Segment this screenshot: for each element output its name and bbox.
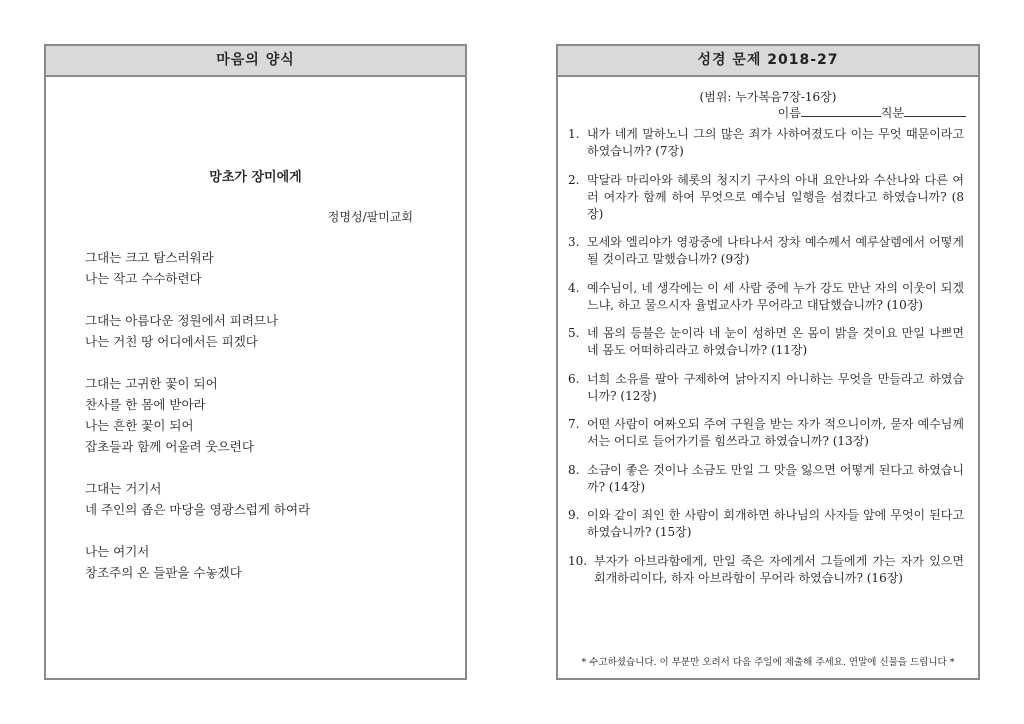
poem-line: 잡초들과 함께 어울려 웃으련다: [85, 439, 254, 454]
poem-line: 그대는 거기서: [85, 481, 162, 496]
question-number: 9.: [568, 508, 580, 522]
poem-stanza: [85, 541, 445, 583]
poem-line: 그대는 고귀한 꽃이 되어: [85, 376, 218, 391]
poem-line: 창조주의 온 들판을 수놓겠다: [85, 565, 242, 580]
question-number: 2.: [568, 172, 580, 187]
footer-note: * 수고하셨습니다. 이 부분만 오려서 다음 주일에 제출해 주세요. 연말에 신물을 드립니다 *: [581, 657, 955, 668]
poem-stanza: [85, 478, 445, 520]
question-list: [568, 126, 964, 598]
quiz-range: (범위: 누가복음7장-16장): [699, 90, 837, 104]
question-item: [568, 416, 964, 450]
meditation-panel: [44, 44, 467, 680]
quiz-header: 성경 문제 2018-27: [558, 46, 978, 77]
question-number: 4.: [568, 280, 580, 295]
question-item: [568, 462, 964, 496]
question-text: 내가 네게 말하노니 그의 많은 죄가 사하여졌도다 이는 무엇 때문이라고 하였습니까? (7장): [587, 127, 964, 158]
question-text: 너희 소유를 팔아 구제하여 낡아지지 아니하는 무엇을 만들라고 하였습니까? (12장): [587, 371, 964, 403]
poem-line: 나는 작고 수수하련다: [85, 271, 202, 286]
poem-body: [85, 247, 445, 604]
poem-line: 나는 흔한 꽃이 되어: [85, 418, 194, 433]
question-number: 8.: [568, 462, 580, 477]
question-item: [568, 234, 964, 268]
question-text: 막달라 마리아와 헤롯의 청지기 구사의 아내 요안나와 수산나와 다른 여러 여자가 함께 하여 무엇으로 예수님 일행을 섬겼다고 하였습니까? (8장): [587, 172, 964, 221]
question-number: 1.: [568, 127, 580, 141]
question-text: 네 몸의 등불은 눈이라 네 눈이 성하면 온 몸이 밝을 것이요 만일 나쁘면 네 몸도 어떠하리라고 하였습니까? (11장): [587, 326, 964, 357]
poem-author: 정명성/팔미교회: [327, 210, 413, 224]
question-number: 7.: [568, 417, 580, 431]
question-text: 예수님이, 네 생각에는 이 세 사람 중에 누가 강도 만난 자의 이웃이 되겠느냐, 하고 물으시자 율법교사가 무어라고 대답했습니까? (10장): [587, 280, 964, 312]
bible-quiz-panel: [556, 44, 980, 680]
name-label: 이름: [777, 106, 801, 120]
question-item: [568, 553, 964, 587]
name-role-row: [778, 105, 966, 121]
question-item: [568, 325, 964, 359]
question-text: 소금이 좋은 것이나 소금도 만일 그 맛을 잃으면 어떻게 된다고 하였습니까? (14장): [587, 462, 964, 494]
poem-stanza: [85, 373, 445, 457]
poem-stanza: [85, 247, 445, 289]
poem-line: 그대는 크고 탐스러워라: [85, 250, 214, 265]
question-item: [568, 126, 964, 160]
poem-line: 나는 거친 땅 어디에서든 피겠다: [85, 334, 258, 349]
question-item: [568, 172, 964, 223]
poem-line: 나는 여기서: [85, 544, 150, 559]
meditation-header: 마음의 양식: [46, 46, 465, 77]
question-number: 3.: [568, 235, 580, 249]
poem-title: 망초가 장미에게: [209, 170, 302, 185]
question-text: 모세와 엘리야가 영광중에 나타나서 장차 예수께서 예루살렘에서 어떻게 될 것이라고 말했습니까? (9장): [587, 235, 964, 266]
poem-line: 찬사를 한 몸에 받아라: [85, 397, 206, 412]
poem-line: 네 주인의 좁은 마당을 영광스럽게 하여라: [85, 502, 311, 517]
question-item: [568, 371, 964, 405]
question-number: 6.: [568, 371, 580, 386]
question-number: 10.: [568, 553, 588, 568]
poem-line: 그대는 아름다운 정원에서 피려므나: [85, 313, 279, 328]
poem-stanza: [85, 310, 445, 352]
name-blank[interactable]: [801, 105, 881, 117]
question-number: 5.: [568, 326, 580, 340]
question-text: 부자가 아브라함에게, 만일 죽은 자에게서 그들에게 가는 자가 있으면 회개하리이다, 하자 아브라함이 무어라 하였습니까? (16장): [594, 553, 964, 585]
question-item: [568, 507, 964, 541]
question-text: 어떤 사람이 여짜오되 주여 구원을 받는 자가 적으니이까, 묻자 예수님께서는 어디로 들어가기를 힘쓰라고 하였습니까? (13장): [587, 417, 964, 448]
role-label: 직분: [880, 106, 904, 120]
question-item: [568, 280, 964, 314]
role-blank[interactable]: [904, 105, 966, 117]
question-text: 이와 같이 죄인 한 사람이 회개하면 하나님의 사자들 앞에 무엇이 된다고 하였습니까? (15장): [587, 508, 964, 539]
